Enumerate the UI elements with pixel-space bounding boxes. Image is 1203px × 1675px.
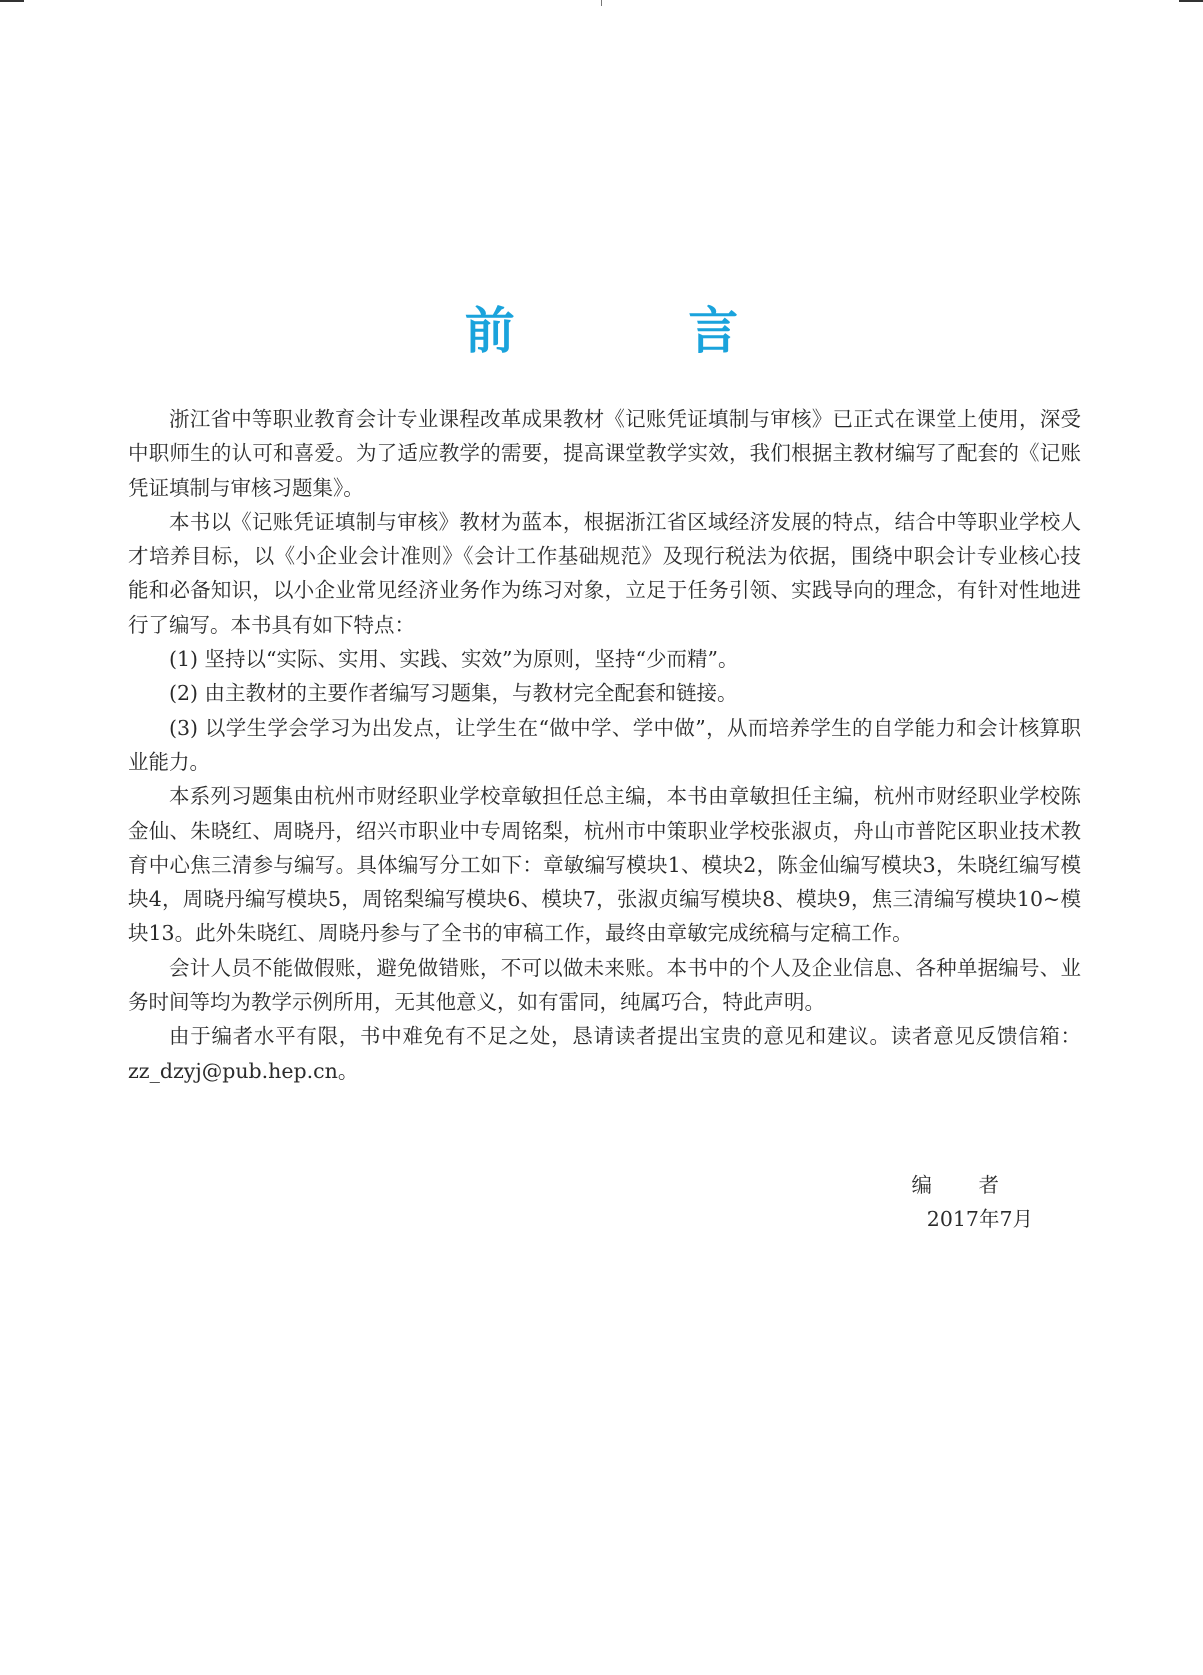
preface-body [128, 402, 1081, 1088]
signature-block [911, 1168, 1033, 1236]
paragraph-disclaimer: 会计人员不能做假账，避免做错账，不可以做未来账。本书中的个人及企业信息、各种单据编号、业务时间等均为教学示例所用，无其他意义，如有雷同，纯属巧合，特此声明。 [128, 955, 1081, 1015]
crop-mark-top-left [0, 0, 24, 2]
signature-date: 2017年7月 [926, 1207, 1033, 1231]
crop-mark-top-center [601, 0, 602, 6]
crop-mark-top-right [1179, 0, 1203, 2]
paragraph-feedback: 由于编者水平有限，书中难免有不足之处，恳请读者提出宝贵的意见和建议。读者意见反馈信箱：zz_dzyj@pub.hep.cn。 [128, 1024, 1081, 1083]
signature-author: 编 者 [911, 1173, 1019, 1197]
paragraph-basis: 本书以《记账凭证填制与审核》教材为蓝本，根据浙江省区域经济发展的特点，结合中等职业学校人才培养目标，以《小企业会计准则》《会计工作基础规范》及现行税法为依据，围绕中职会计专业核心技能和必备知识，以小企业常见经济业务作为练习对象，立足于任务引领、实践导向的理念，有针对性地进行了编写。本书具有如下特点： [128, 509, 1081, 637]
page-title: 前 言 [464, 300, 817, 360]
paragraph-feature-1: (1) 坚持以“实际、实用、实践、实效”为原则，坚持“少而精”。 [169, 647, 739, 672]
paragraph-feature-2: (2) 由主教材的主要作者编写习题集，与教材完全配套和链接。 [169, 681, 738, 706]
paragraph-intro: 浙江省中等职业教育会计专业课程改革成果教材《记账凭证填制与审核》已正式在课堂上使用，深受中职师生的认可和喜爱。为了适应教学的需要，提高课堂教学实效，我们根据主教材编写了配套的《记账凭证填制与审核习题集》。 [128, 407, 1081, 500]
paragraph-authors: 本系列习题集由杭州市财经职业学校章敏担任总主编，本书由章敏担任主编，杭州市财经职业学校陈金仙、朱晓红、周晓丹，绍兴市职业中专周铭梨，杭州市中策职业学校张淑贞，舟山市普陀区职业技术教育中心焦三清参与编写。具体编写分工如下：章敏编写模块1、模块2，陈金仙编写模块3，朱晓红编写模块4，周晓丹编写模块5，周铭梨编写模块6、模块7，张淑贞编写模块8、模块9，焦三清编写模块10~模块13。此外朱晓红、周晓丹参与了全书的审稿工作，最终由章敏完成统稿与定稿工作。 [128, 784, 1081, 946]
paragraph-feature-3: (3) 以学生学会学习为出发点，让学生在“做中学、学中做”，从而培养学生的自学能力和会计核算职业能力。 [128, 715, 1081, 774]
